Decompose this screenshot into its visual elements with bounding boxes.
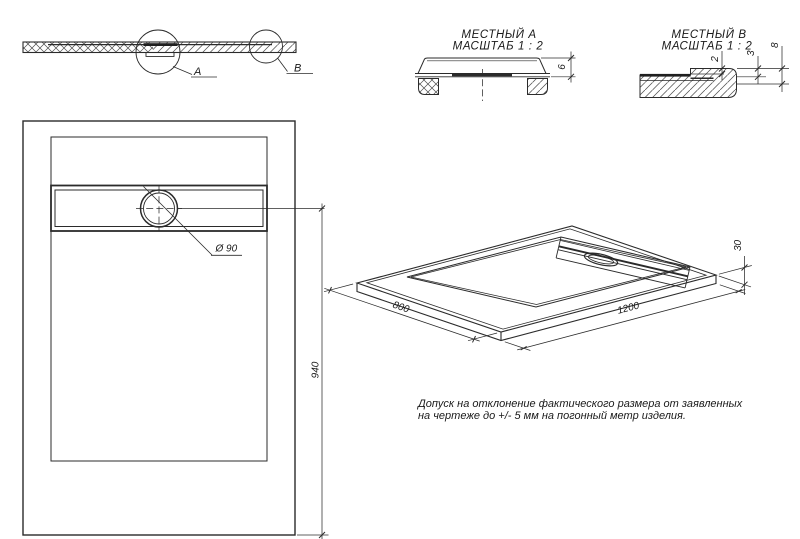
section-grate: [144, 43, 178, 46]
section-drain-flange: [146, 53, 174, 57]
section-crosshatch-area: [23, 42, 153, 53]
tolerance-note: Допуск на отклонение фактического размера от заявленных на чертеже до +/- 5 мм на погонный метр изделия.: [418, 398, 743, 423]
isometric-view: [324, 226, 752, 351]
detail-a-left-block: [419, 79, 439, 95]
iso-recess-inner: [411, 240, 686, 305]
detail-a-scale: МАСШТАБ 1 : 2: [452, 40, 544, 53]
iso-outer-face: [357, 226, 716, 332]
dim30-ext1: [719, 266, 752, 275]
dim-1200: 1200: [616, 300, 641, 317]
detail-b-view: [640, 28, 789, 98]
section-label-b: B: [294, 62, 302, 75]
detail-a-view: [415, 28, 576, 101]
detail-b-dim-8: 8: [770, 42, 781, 48]
detail-a-dim-6: 6: [557, 64, 568, 70]
drain-leader: [144, 187, 213, 256]
detail-b-dim-3: 3: [746, 50, 757, 56]
iso-bottom-silhouette: [357, 275, 716, 341]
detail-b-top-layer: [640, 74, 691, 77]
iso-channel-line3: [558, 250, 687, 280]
detail-a-cover-outline: [418, 58, 546, 74]
detail-a-title: МЕСТНЫЙ А: [461, 29, 537, 41]
tick: [521, 346, 527, 350]
leader-a: [173, 67, 192, 75]
dim1200-line: [517, 290, 745, 350]
dim800-line: [324, 288, 479, 341]
detail-b-scale: МАСШТАБ 1 : 2: [661, 40, 753, 53]
dim30-ext2: [719, 276, 751, 287]
dim-800: 800: [391, 299, 411, 316]
detail-b-title: МЕСТНЫЙ В: [671, 29, 747, 41]
top-view: [23, 121, 329, 539]
dim1200-ext2: [720, 285, 746, 294]
detail-a-right-block: [528, 79, 548, 95]
dim800-ext1: [324, 284, 353, 292]
dim-30: 30: [733, 239, 744, 251]
section-label-a: A: [194, 66, 202, 78]
iso-channel-line2: [559, 246, 688, 276]
detail-b-dim-2: 2: [710, 56, 721, 62]
dim1200-ext1: [505, 342, 531, 351]
iso-recess-outer: [407, 237, 690, 307]
section-view: [23, 30, 313, 78]
iso-channel-line1: [560, 240, 689, 270]
drain-diameter-label: Ø 90: [215, 243, 238, 255]
tray-outer-rect: [23, 121, 295, 535]
tick: [736, 289, 742, 293]
dim-940: 940: [310, 361, 322, 379]
leader-b: [278, 58, 288, 72]
